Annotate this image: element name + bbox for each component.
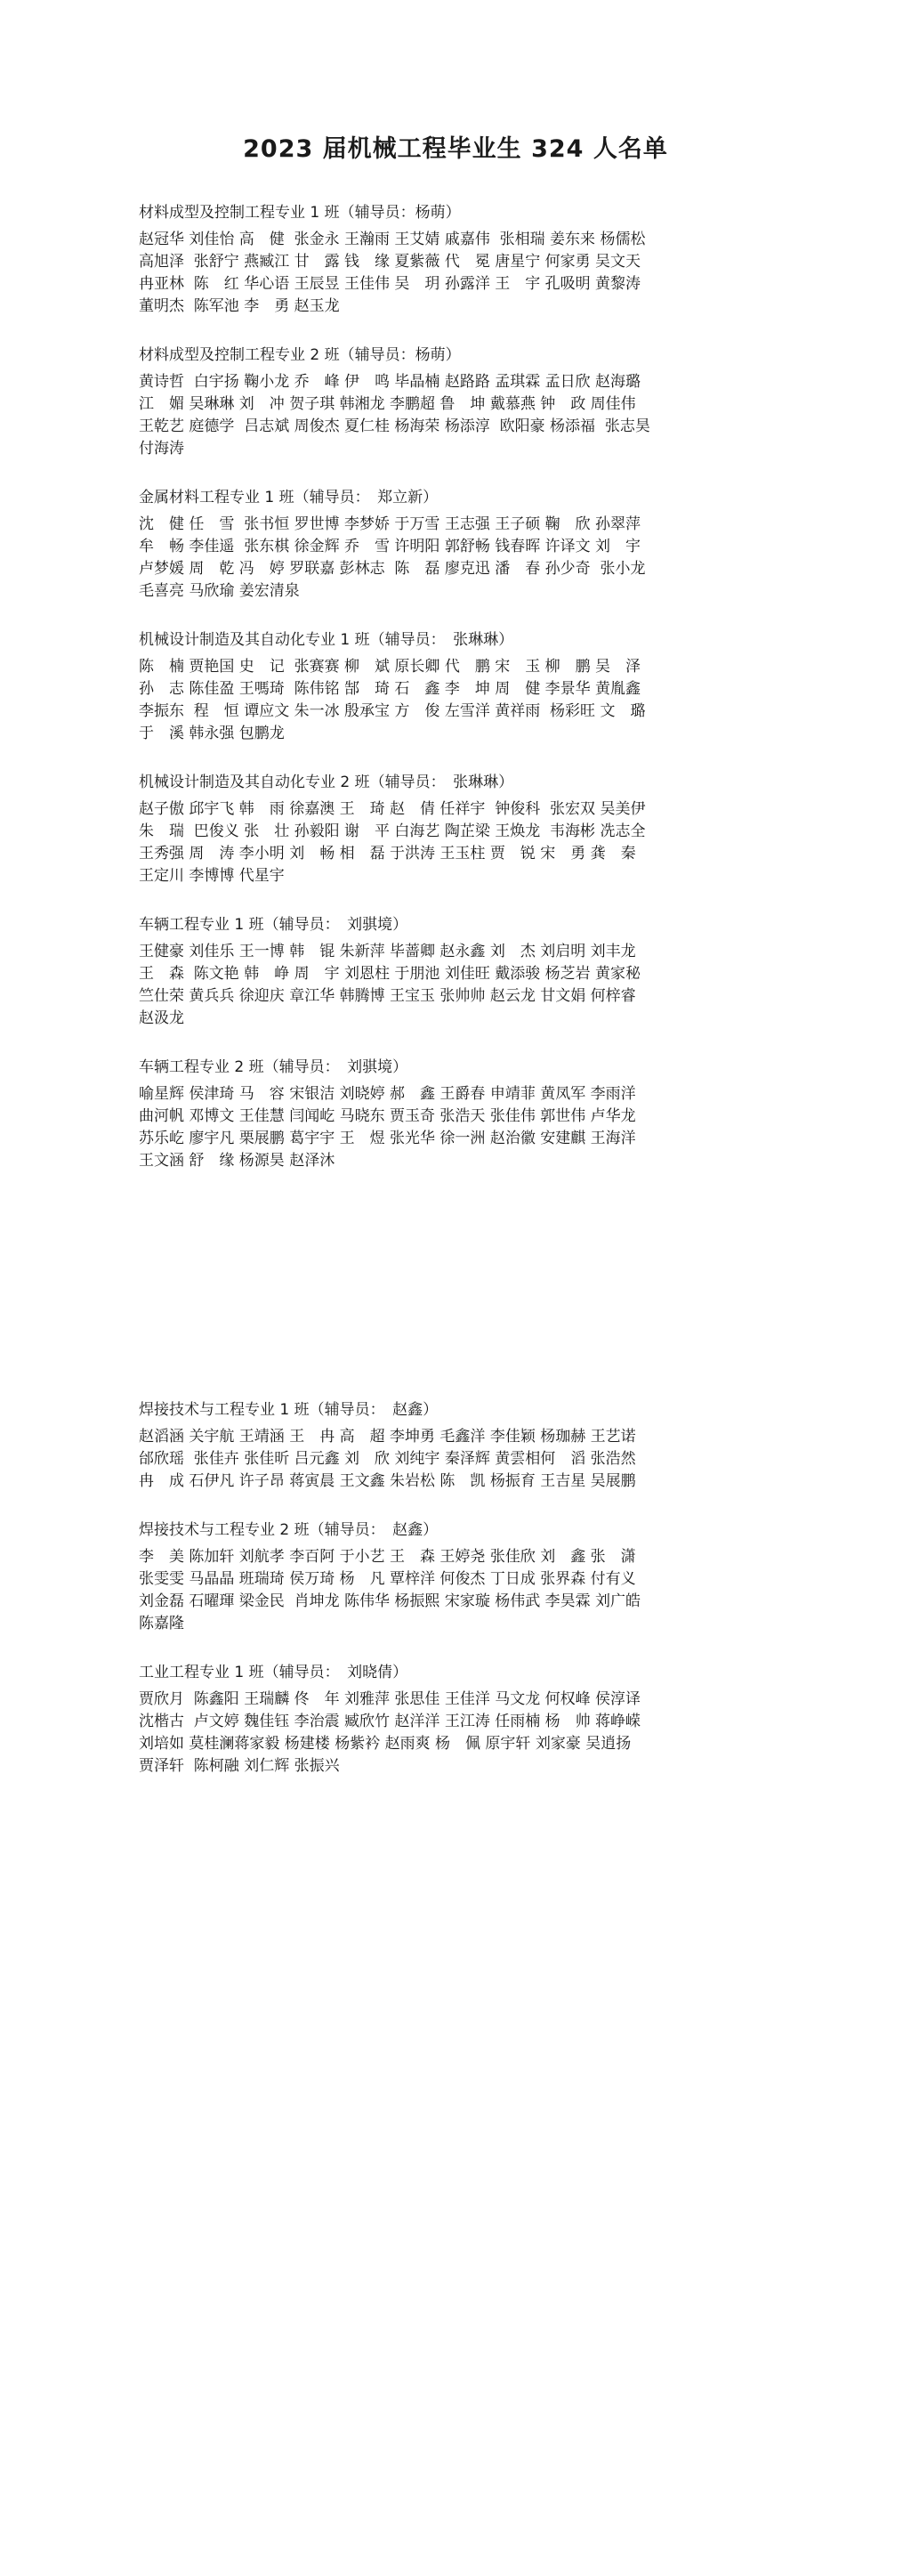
class-section-mce-1 xyxy=(139,202,708,318)
name-line: 朱 瑞 巴俊义 张 壮 孙毅阳 谢 平 白海艺 陶芷梁 王焕龙 韦海彬 冼志全 xyxy=(139,822,646,840)
class-section-wte-2 xyxy=(139,1519,708,1635)
name-line: 牟 畅 李佳遥 张东棋 徐金辉 乔 雪 许明阳 郭舒畅 钱春晖 许译文 刘 宇 xyxy=(139,538,641,555)
name-list xyxy=(139,656,708,745)
name-line: 贾泽轩 陈柯融 刘仁辉 张振兴 xyxy=(139,1757,340,1775)
name-line: 竺仕荣 黄兵兵 徐迎庆 章江华 韩腾博 王宝玉 张帅帅 赵云龙 甘文娟 何梓睿 xyxy=(139,987,636,1005)
section-heading: 焊接技术与工程专业 1 班（辅导员： 赵鑫） xyxy=(139,1401,439,1419)
name-line: 沈 健 任 雪 张书恒 罗世博 李梦娇 于万雪 王志强 王子硕 鞠 欣 孙翠萍 xyxy=(139,515,641,533)
name-line: 陈 楠 贾艳国 史 记 张赛赛 柳 斌 原长卿 代 鹏 宋 玉 柳 鹏 吴 泽 xyxy=(139,658,641,676)
name-line: 赵子傲 邱宇飞 韩 雨 徐嘉澳 王 琦 赵 倩 任祥宇 钟俊科 张宏双 吴美伊 xyxy=(139,800,646,818)
name-line: 冉 成 石伊凡 许子昂 蒋寅晨 王文鑫 朱岩松 陈 凯 杨振育 王吉星 吴展鹏 xyxy=(139,1472,636,1490)
name-line: 李振东 程 恒 谭应文 朱一冰 殷承宝 方 俊 左雪洋 黄祥雨 杨彩旺 文 璐 xyxy=(139,702,646,720)
name-line: 李 美 陈加轩 刘航孝 李百阿 于小艺 王 森 王婷尧 张佳欣 刘 鑫 张 潇 xyxy=(139,1548,636,1566)
name-line: 江 媚 吴琳琳 刘 冲 贺子琪 韩湘龙 李鹏超 鲁 坤 戴慕燕 钟 政 周佳伟 xyxy=(139,395,636,413)
name-line: 黄诗哲 白宇扬 鞠小龙 乔 峰 伊 鸣 毕晶楠 赵路路 孟琪霖 孟日欣 赵海璐 xyxy=(139,373,641,391)
name-line: 高旭泽 张舒宁 燕臧江 甘 露 钱 缘 夏紫薇 代 冕 唐星宁 何家勇 吴文天 xyxy=(139,253,641,271)
name-line: 喻星辉 侯津琦 马 容 宋银洁 刘晓婷 郝 鑫 王爵春 申靖菲 黄凤军 李雨洋 xyxy=(139,1085,636,1103)
name-line: 沈楷古 卢文婷 魏佳钰 李治震 臧欣竹 赵洋洋 王江涛 任雨楠 杨 帅 蒋峥嵘 xyxy=(139,1713,641,1730)
class-section-mce-2 xyxy=(139,344,708,460)
section-heading: 材料成型及控制工程专业 1 班（辅导员：杨萌） xyxy=(139,204,461,222)
name-list xyxy=(139,798,708,887)
section-heading: 车辆工程专业 2 班（辅导员： 刘骐境） xyxy=(139,1058,408,1076)
name-line: 王健豪 刘佳乐 王一博 韩 锟 朱新萍 毕蔷卿 赵永鑫 刘 杰 刘启明 刘丰龙 xyxy=(139,943,636,960)
name-line: 王乾艺 庭德学 吕志斌 周俊杰 夏仁桂 杨海荣 杨添淳 欧阳豪 杨添福 张志昊 xyxy=(139,417,650,435)
name-list xyxy=(139,941,708,1030)
name-line: 王定川 李博博 代星宇 xyxy=(139,867,285,885)
name-line: 赵汲龙 xyxy=(139,1009,184,1027)
class-section-ve-1 xyxy=(139,914,708,1030)
name-line: 于 溪 韩永强 包鹏龙 xyxy=(139,725,285,742)
name-line: 卢梦媛 周 乾 冯 婷 罗联嘉 彭林志 陈 磊 廖克迅 潘 春 孙少奇 张小龙 xyxy=(139,560,646,578)
name-line: 张雯雯 马晶晶 班瑞琦 侯万琦 杨 凡 覃梓洋 何俊杰 丁日成 张界森 付有义 xyxy=(139,1570,636,1588)
name-list xyxy=(139,229,708,318)
name-line: 冉亚林 陈 红 华心语 王辰昱 王佳伟 吴 玥 孙露洋 王 宇 孔吸明 黄黎涛 xyxy=(139,275,641,293)
name-line: 董明杰 陈军池 李 勇 赵玉龙 xyxy=(139,297,340,315)
name-line: 毛喜亮 马欣瑜 姜宏清泉 xyxy=(139,582,300,600)
name-line: 刘培如 莫桂澜蒋家毅 杨建楼 杨紫衿 赵雨爽 杨 佩 原宇轩 刘家豪 吴逍扬 xyxy=(139,1735,632,1753)
page-title: 2023 届机械工程毕业生 324 人名单 xyxy=(243,135,668,163)
section-heading: 焊接技术与工程专业 2 班（辅导员： 赵鑫） xyxy=(139,1521,439,1539)
section-heading: 材料成型及控制工程专业 2 班（辅导员：杨萌） xyxy=(139,346,461,364)
name-line: 刘金磊 石曜琿 梁金民 肖坤龙 陈伟华 杨振熙 宋家璇 杨伟武 李昊霖 刘广皓 xyxy=(139,1592,641,1610)
name-line: 曲河帆 邓博文 王佳慧 闫闻屹 马晓东 贾玉奇 张浩天 张佳伟 郭世伟 卢华龙 xyxy=(139,1107,636,1125)
class-section-ie-1 xyxy=(139,1662,708,1778)
class-section-mme-1 xyxy=(139,487,708,603)
name-list xyxy=(139,1426,708,1493)
name-line: 王 森 陈文艳 韩 峥 周 宇 刘恩柱 于朋池 刘佳旺 戴添骏 杨芝岩 黄家秘 xyxy=(139,965,641,983)
name-list xyxy=(139,1083,708,1172)
name-line: 陈嘉隆 xyxy=(139,1615,184,1632)
name-line: 孙 志 陈佳盈 王嗎琦 陈伟铭 郜 琦 石 鑫 李 坤 周 健 李景华 黄胤鑫 xyxy=(139,680,641,698)
name-line: 王文涵 舒 缘 杨源昊 赵泽沐 xyxy=(139,1152,335,1170)
name-line: 邰欣瑶 张佳卉 张佳昕 吕元鑫 刘 欣 刘纯宇 秦泽辉 黄雲相何 滔 张浩然 xyxy=(139,1450,636,1468)
section-heading: 机械设计制造及其自动化专业 1 班（辅导员： 张琳琳） xyxy=(139,631,514,649)
name-list xyxy=(139,371,708,460)
name-line: 付海涛 xyxy=(139,440,184,458)
name-line: 赵滔涵 关宇航 王靖涵 王 冉 高 超 李坤勇 毛鑫洋 李佳颖 杨珈赫 王艺诺 xyxy=(139,1428,636,1446)
section-heading: 金属材料工程专业 1 班（辅导员： 郑立新） xyxy=(139,489,439,506)
name-line: 赵冠华 刘佳怡 高 健 张金永 王瀚雨 王艾婧 戚嘉伟 张相瑞 姜东来 杨儒松 xyxy=(139,231,646,248)
section-heading: 车辆工程专业 1 班（辅导员： 刘骐境） xyxy=(139,916,408,934)
section-heading: 机械设计制造及其自动化专业 2 班（辅导员： 张琳琳） xyxy=(139,774,514,791)
name-list xyxy=(139,1546,708,1635)
class-section-mdma-1 xyxy=(139,629,708,745)
class-section-ve-2 xyxy=(139,1057,708,1172)
class-section-wte-1 xyxy=(139,1399,708,1493)
name-line: 王秀强 周 涛 李小明 刘 畅 相 磊 于洪涛 王玉柱 贾 锐 宋 勇 龚 秦 xyxy=(139,845,636,863)
name-list xyxy=(139,514,708,603)
name-list xyxy=(139,1689,708,1778)
name-line: 贾欣月 陈鑫阳 王瑞麟 佟 年 刘雅萍 张思佳 王佳洋 马文龙 何权峰 侯淳译 xyxy=(139,1690,641,1708)
class-section-mdma-2 xyxy=(139,772,708,887)
section-heading: 工业工程专业 1 班（辅导员： 刘晓倩） xyxy=(139,1664,408,1681)
name-line: 苏乐屹 廖宇凡 栗展鹏 葛宇宇 王 煜 张光华 徐一洲 赵治徽 安建麒 王海洋 xyxy=(139,1130,636,1147)
